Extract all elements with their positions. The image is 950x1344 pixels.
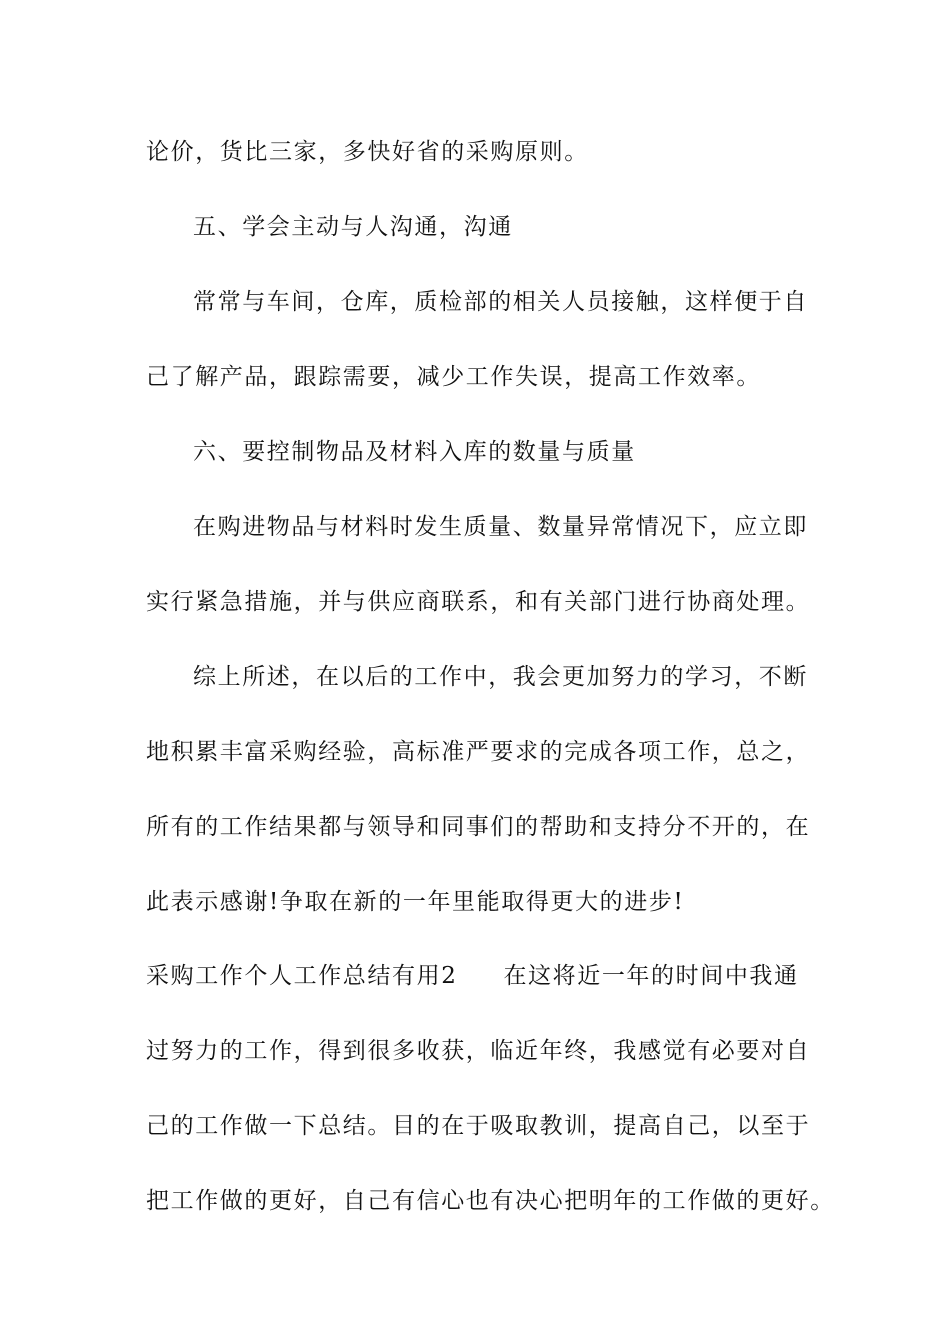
section-heading: 六、要控制物品及材料入库的数量与质量 [193, 439, 636, 465]
text-line: 在购进物品与材料时发生质量、数量异常情况下，应立即 [193, 514, 808, 540]
text-line: 过努力的工作，得到很多收获，临近年终，我感觉有必要对自 [146, 1038, 811, 1064]
article-title: 采购工作个人工作总结有用2 [146, 963, 458, 989]
article-intro: 在这将近一年的时间中我通 [503, 963, 799, 989]
text-line: 实行紧急措施，并与供应商联系，和有关部门进行协商处理。 [146, 589, 811, 615]
text-line: 常常与车间，仓库，质检部的相关人员接触，这样便于自 [193, 289, 808, 315]
text-line: 论价，货比三家，多快好省的采购原则。 [146, 139, 589, 165]
text-line: 己的工作做一下总结。目的在于吸取教训，提高自己，以至于 [146, 1113, 811, 1139]
text-line: 己了解产品，跟踪需要，减少工作失误，提高工作效率。 [146, 364, 761, 390]
text-line: 地积累丰富采购经验，高标准严要求的完成各项工作，总之， [146, 739, 811, 765]
title-line [146, 961, 799, 991]
text-line: 此表示感谢!争取在新的一年里能取得更大的进步! [146, 889, 685, 915]
text-line: 综上所述，在以后的工作中，我会更加努力的学习，不断 [193, 664, 808, 690]
text-line: 把工作做的更好，自己有信心也有决心把明年的工作做的更好。 [146, 1188, 835, 1214]
section-heading: 五、学会主动与人沟通，沟通 [193, 214, 513, 240]
text-line: 所有的工作结果都与领导和同事们的帮助和支持分不开的，在 [146, 814, 811, 840]
